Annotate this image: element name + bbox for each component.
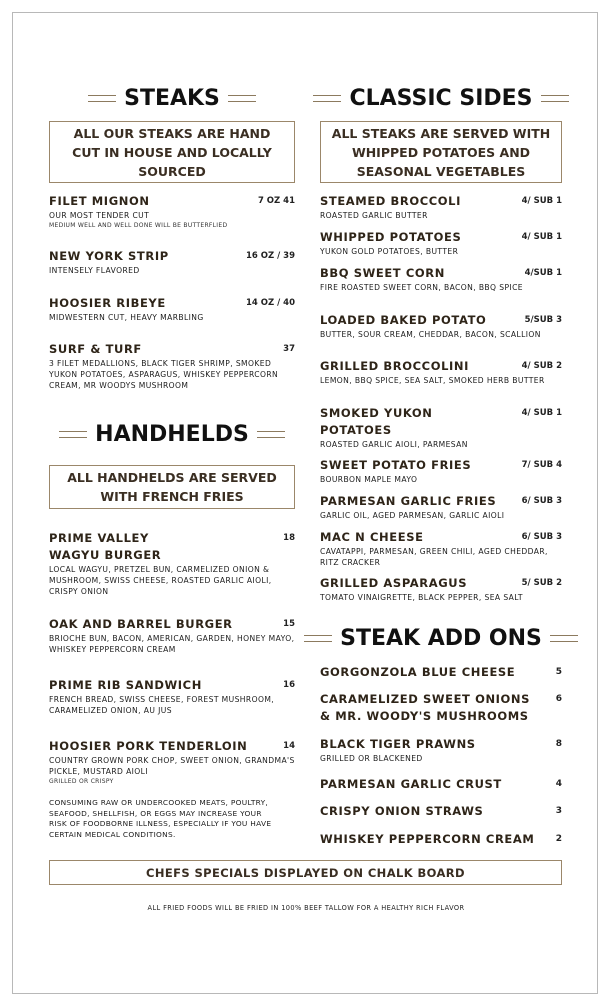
addon-name: WHISKEY PEPPERCORN CREAM (320, 832, 535, 846)
side-grilled-asparagus (320, 575, 562, 603)
item-price: 5/ SUB 2 (521, 578, 562, 588)
item-name: BBQ SWEET CORN (320, 266, 445, 280)
item-name: GRILLED BROCCOLINI (320, 359, 469, 373)
addons-heading (300, 624, 582, 652)
addon-gorgonzola (320, 664, 562, 681)
item-description: BUTTER, SOUR CREAM, CHEDDAR, BACON, SCALLION (320, 330, 541, 339)
item-price: 4/ SUB 1 (521, 196, 562, 206)
item-name: MAC N CHEESE (320, 530, 424, 544)
item-name: HOOSIER RIBEYE (49, 296, 166, 310)
side-bbq-sweet-corn (320, 265, 562, 293)
item-description: COUNTRY GROWN PORK CHOP, SWEET ONION, GRANDMA'S PICKLE, MUSTARD AIOLI (49, 756, 295, 776)
item-name: HOOSIER PORK TENDERLOIN (49, 739, 248, 753)
addon-price: 8 (555, 739, 562, 749)
item-description: FIRE ROASTED SWEET CORN, BACON, BBQ SPICE (320, 283, 523, 292)
addon-onions-mushrooms (320, 691, 562, 725)
item-price: 18 (283, 533, 295, 543)
item-name: WHIPPED POTATOES (320, 230, 462, 244)
food-safety-disclaimer: CONSUMING RAW OR UNDERCOOKED MEATS, POULTRY, SEAFOOD, SHELLFISH, OR EGGS MAY INCREASE YOUR RISK OF FOODBORNE ILLNESS, ESPECIALLY IF YOU HAVE CERTAIN MEDICAL CONDITIONS. (49, 798, 272, 839)
side-grilled-broccolini (320, 358, 562, 386)
item-description: MIDWESTERN CUT, HEAVY MARBLING (49, 313, 204, 322)
side-mac-n-cheese (320, 529, 562, 568)
item-description: BRIOCHE BUN, BACON, AMERICAN, GARDEN, HONEY MAYO, WHISKEY PEPPERCORN CREAM (49, 634, 295, 654)
item-description: OUR MOST TENDER CUT (49, 211, 150, 220)
item-name: LOADED BAKED POTATO (320, 313, 487, 327)
item-description: ROASTED GARLIC BUTTER (320, 211, 428, 220)
item-description: GARLIC OIL, AGED PARMESAN, GARLIC AIOLI (320, 511, 505, 520)
sides-notice: ALL STEAKS ARE SERVED WITH WHIPPED POTATOES AND SEASONAL VEGETABLES (320, 121, 562, 183)
item-name: NEW YORK STRIP (49, 249, 169, 263)
addon-name: CRISPY ONION STRAWS (320, 804, 484, 818)
addon-price: 2 (555, 834, 562, 844)
item-description: 3 FILET MEDALLIONS, BLACK TIGER SHRIMP, SMOKED YUKON POTATOES, ASPARAGUS, WHISKEY PEPPERCORN CREAM, MR WOODYS MUSHROOM (49, 359, 279, 390)
item-description: LEMON, BBQ SPICE, SEA SALT, SMOKED HERB BUTTER (320, 376, 545, 385)
addon-price: 4 (555, 779, 562, 789)
side-sweet-potato-fries (320, 457, 562, 485)
menu-item-new-york-strip (49, 248, 295, 276)
item-price: 14 OZ / 40 (245, 298, 295, 308)
item-description: LOCAL WAGYU, PRETZEL BUN, CARMELIZED ONION & MUSHROOM, SWISS CHEESE, ROASTED GARLIC AIOLI, CRISPY ONION (49, 565, 272, 596)
addon-price: 3 (555, 806, 562, 816)
side-loaded-baked-potato (320, 312, 562, 340)
item-price: 5/SUB 3 (524, 315, 562, 325)
side-parmesan-garlic-fries (320, 493, 562, 521)
sides-heading (320, 84, 562, 112)
addon-description: GRILLED OR BLACKENED (320, 754, 423, 763)
addon-black-tiger-prawns (320, 736, 562, 764)
heading-rule-left (59, 431, 87, 438)
item-name: GRILLED ASPARAGUS (320, 576, 468, 590)
item-price: 4/SUB 1 (524, 268, 562, 278)
item-price: 6/ SUB 3 (521, 532, 562, 542)
item-name: SMOKED YUKON POTATOES (320, 406, 433, 437)
heading-rule-left (304, 635, 332, 642)
heading-rule-left (313, 95, 341, 102)
item-name: PRIME RIB SANDWICH (49, 678, 202, 692)
item-price: 4/ SUB 1 (521, 408, 562, 418)
item-price: 6/ SUB 3 (521, 496, 562, 506)
item-name: SWEET POTATO FRIES (320, 458, 472, 472)
item-description: TOMATO VINAIGRETTE, BLACK PEPPER, SEA SALT (320, 593, 523, 602)
heading-rule-right (228, 95, 256, 102)
item-name: OAK AND BARREL BURGER (49, 617, 233, 631)
menu-item-hoosier-ribeye (49, 295, 295, 323)
item-price: 4/ SUB 1 (521, 232, 562, 242)
addon-price: 6 (555, 694, 562, 704)
item-price: 4/ SUB 2 (521, 361, 562, 371)
menu-item-oak-barrel-burger (49, 616, 295, 655)
item-description: BOURBON MAPLE MAYO (320, 475, 418, 484)
sides-title: CLASSIC SIDES (349, 85, 533, 111)
side-whipped-potatoes (320, 229, 562, 257)
steaks-heading (49, 84, 295, 112)
footer-note: ALL FRIED FOODS WILL BE FRIED IN 100% BEEF TALLOW FOR A HEALTHY RICH FLAVOR (147, 904, 465, 912)
heading-rule-right (541, 95, 569, 102)
item-note: MEDIUM WELL AND WELL DONE WILL BE BUTTERFLIED (49, 222, 228, 229)
addon-price: 5 (555, 667, 562, 677)
item-name: SURF & TURF (49, 342, 142, 356)
handhelds-title: HANDHELDS (95, 421, 249, 447)
item-name: STEAMED BROCCOLI (320, 194, 461, 208)
addon-name: GORGONZOLA BLUE CHEESE (320, 665, 516, 679)
item-name: PARMESAN GARLIC FRIES (320, 494, 497, 508)
handhelds-notice: ALL HANDHELDS ARE SERVED WITH FRENCH FRIES (49, 465, 295, 509)
item-price: 16 OZ / 39 (245, 251, 295, 261)
heading-rule-right (257, 431, 285, 438)
item-price: 37 (283, 344, 295, 354)
item-description: CAVATAPPI, PARMESAN, GREEN CHILI, AGED CHEDDAR, RITZ CRACKER (320, 547, 548, 567)
item-description: ROASTED GARLIC AIOLI, PARMESAN (320, 440, 468, 449)
addon-whiskey-peppercorn-cream (320, 831, 562, 848)
addon-crispy-onion-straws (320, 803, 562, 820)
item-price: 16 (283, 680, 295, 690)
side-smoked-yukon-potatoes (320, 405, 562, 450)
chef-specials-banner: CHEFS SPECIALS DISPLAYED ON CHALK BOARD (49, 860, 562, 885)
addon-name: PARMESAN GARLIC CRUST (320, 777, 502, 791)
menu-item-filet-mignon (49, 193, 295, 230)
addon-name: BLACK TIGER PRAWNS (320, 737, 476, 751)
item-name: FILET MIGNON (49, 194, 150, 208)
item-price: 7/ SUB 4 (521, 460, 562, 470)
menu-item-pork-tenderloin (49, 738, 295, 786)
side-steamed-broccoli (320, 193, 562, 221)
item-description: FRENCH BREAD, SWISS CHEESE, FOREST MUSHROOM, CARAMELIZED ONION, AU JUS (49, 695, 275, 715)
addons-title: STEAK ADD ONS (340, 625, 542, 651)
heading-rule-right (550, 635, 578, 642)
item-name: PRIME VALLEY WAGYU BURGER (49, 531, 162, 562)
steaks-title: STEAKS (124, 85, 220, 111)
heading-rule-left (88, 95, 116, 102)
item-description: INTENSELY FLAVORED (49, 266, 140, 275)
addon-name: CARAMELIZED SWEET ONIONS & MR. WOODY'S MUSHROOMS (320, 692, 531, 723)
menu-item-surf-and-turf (49, 341, 295, 391)
menu-item-wagyu-burger (49, 530, 295, 597)
item-description: YUKON GOLD POTATOES, BUTTER (320, 247, 459, 256)
addon-parmesan-garlic-crust (320, 776, 562, 793)
item-price: 7 OZ 41 (257, 196, 295, 206)
item-price: 15 (283, 619, 295, 629)
item-price: 14 (283, 741, 295, 751)
item-note: GRILLED OR CRISPY (49, 778, 114, 785)
handhelds-heading (49, 420, 295, 448)
steaks-notice: ALL OUR STEAKS ARE HAND CUT IN HOUSE AND LOCALLY SOURCED (49, 121, 295, 183)
menu-item-prime-rib-sandwich (49, 677, 295, 716)
